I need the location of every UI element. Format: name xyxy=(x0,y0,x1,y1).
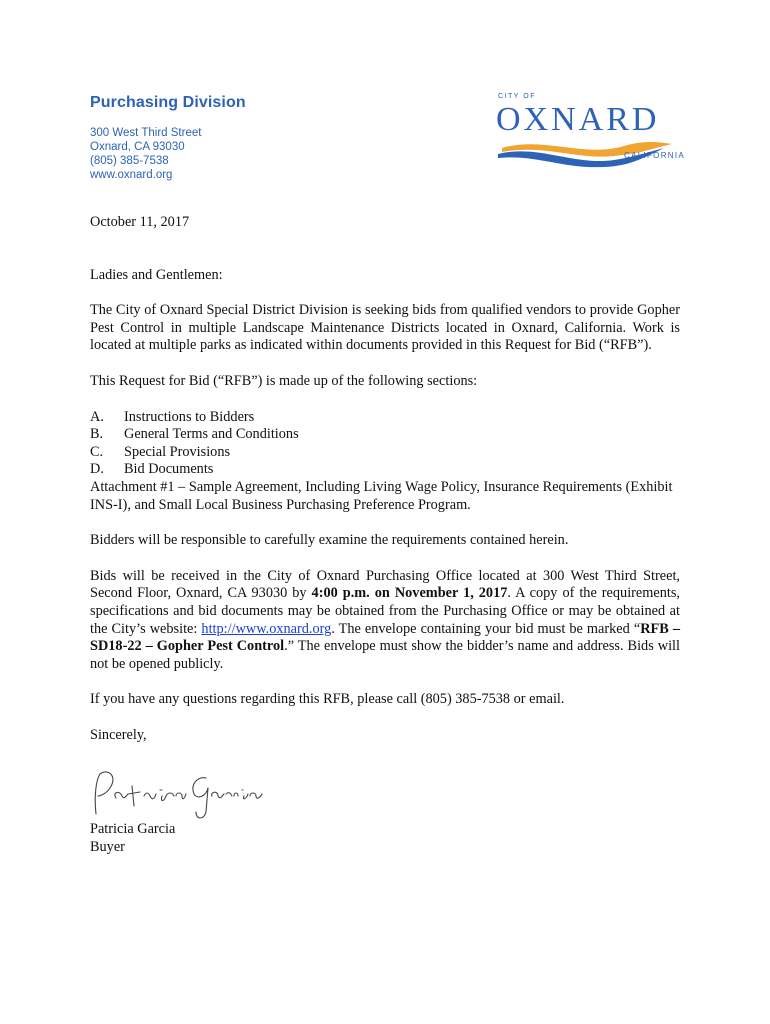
section-letter: D. xyxy=(90,461,104,478)
section-item xyxy=(90,444,680,462)
section-item xyxy=(90,409,680,427)
envelope-marking: RFB – SD18-22 – Gopher Pest Control xyxy=(90,620,680,655)
bids-text: . A copy of the requirements, specifications and bid documents may be obtained from the Purchasing Office or may be obtained at the City’s website: xyxy=(90,585,680,637)
intro-paragraph: The City of Oxnard Special District Division is seeking bids from qualified vendors to provide Gopher Pest Control in multiple Landscape Maintenance Districts located in Oxnard, California. Work is located at multiple parks as indicated within documents provided in this Request for Bid (“RFB”). xyxy=(90,302,680,354)
section-label: Special Provisions xyxy=(124,443,231,460)
attachment-line: Attachment #1 – Sample Agreement, Including Living Wage Policy, Insurance Requirements (Exhibit INS-I), and Small Local Business Purchasing Preference Program. xyxy=(90,478,673,513)
section-item xyxy=(90,426,680,444)
letter-date: October 11, 2017 xyxy=(90,214,190,230)
responsibility-paragraph: Bidders will be responsible to carefully examine the requirements contained herein. xyxy=(90,532,569,549)
bids-text: . The envelope containing your bid must be marked “ xyxy=(331,620,641,637)
logo-state: CALIFORNIA xyxy=(624,151,686,160)
signer-name: Patricia Garcia xyxy=(90,821,176,837)
signature-image xyxy=(88,766,263,826)
section-letter: A. xyxy=(90,408,104,425)
questions-paragraph: If you have any questions regarding this RFB, please call (805) 385-7538 or email. xyxy=(90,691,565,708)
website-link[interactable]: http://www.oxnard.org xyxy=(201,620,332,637)
bids-text: .” The envelope must show the bidder’s name and address. Bids will not be opened publicly. xyxy=(90,638,680,672)
address-line-phone: (805) 385-7538 xyxy=(90,155,169,167)
letterhead xyxy=(90,94,246,182)
signature-block xyxy=(90,821,175,856)
section-item xyxy=(90,461,680,479)
address-line-street: 300 West Third Street xyxy=(90,127,202,139)
sections-intro: This Request for Bid (“RFB”) is made up of the following sections: xyxy=(90,372,478,389)
logo-name: OXNARD xyxy=(496,101,660,138)
section-label: General Terms and Conditions xyxy=(124,426,299,443)
address-line-website: www.oxnard.org xyxy=(90,169,173,181)
logo-city-of: CITY OF xyxy=(498,93,536,100)
letter-body xyxy=(90,214,680,744)
division-title: Purchasing Division xyxy=(90,94,246,111)
section-label: Instructions to Bidders xyxy=(124,408,255,425)
address-line-city: Oxnard, CA 93030 xyxy=(90,141,185,153)
section-label: Bid Documents xyxy=(124,461,214,478)
bid-deadline: 4:00 p.m. on November 1, 2017 xyxy=(311,585,508,602)
signer-title: Buyer xyxy=(90,838,125,855)
section-letter: B. xyxy=(90,426,104,443)
closing: Sincerely, xyxy=(90,726,147,743)
bids-text: Bids will be received in the City of Oxnard Purchasing Office located at 300 West Third Street, Second Floor, Oxnard, CA 93030 by xyxy=(90,567,680,602)
section-letter: C. xyxy=(90,443,104,460)
bids-paragraph xyxy=(90,568,680,674)
city-logo xyxy=(494,88,704,173)
letter-salutation: Ladies and Gentlemen: xyxy=(90,266,223,283)
